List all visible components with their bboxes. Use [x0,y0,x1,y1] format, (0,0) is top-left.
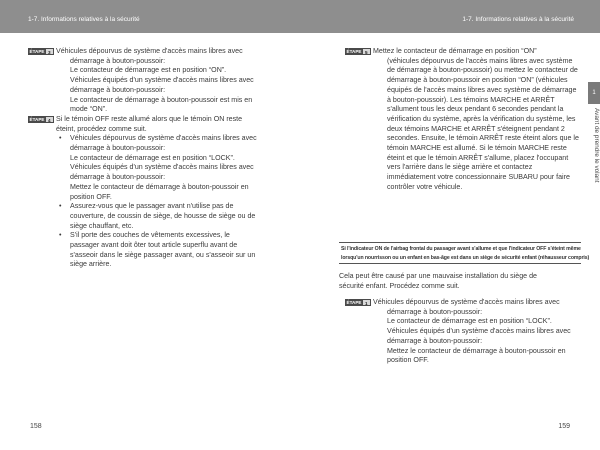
page-number-right: 159 [558,423,570,430]
step-text: Mettez le contacteur de démarrage à bouton-poussoir en [387,346,566,355]
list-item: • Véhicules dépourvus de système d'accès mains libres avec démarrage à bouton-poussoir: Le contacteur de démarrage est en position “LOCK”. Véhicules équipés d'un système d'accès mains libres avec démarrage à bouton-poussoir: Mettez le contacteur de démarrage à bouton-poussoir en position OFF. [59,134,257,201]
header-title-left: 1-7. Informations relatives à la sécurité [28,16,140,23]
step-text: s'allument tous les deux pendant 6 secondes pendant la [387,105,564,114]
step-text: Véhicules dépourvus de système d'accès mains libres avec [56,47,243,55]
step-text: mode “ON”. [70,105,108,114]
step-text: éteint, procédez comme suit. [56,124,147,133]
step-text: contrôler votre véhicule. [387,182,463,191]
step-5 [339,47,581,193]
note-heading: Si l'indicateur ON de l'airbag frontal du passager avant s'allume et que l'indicateur OFF s'éteint même lorsqu'un nourrisson ou un enfant en bas-âge est dans un siège de sécurité enfant (réhausseur compris) [339,242,581,264]
step-text: immédiatement votre concessionnaire SUBARU pour faire [387,173,570,182]
step-text: secondes. Ensuite, le témoin ARRÊT reste éteint alors que le [387,134,579,143]
list-item: • S'il porte des couches de vêtements excessives, le passager avant doit ôter tout article superflu avant de s'asseoir dans le siège passager avant, ou s'asseoir sur un siège arrière. [59,231,256,269]
step-1 [339,298,581,366]
step-text: Mettez le contacteur de démarrage en position “ON” [373,47,537,55]
step-text: Le contacteur de démarrage est en position “ON”. [70,66,227,75]
chapter-tab: 1 [588,82,600,104]
step-text: Véhicules équipés d'un système d'accès mains libres avec [387,327,571,336]
page-number-left: 158 [30,423,42,430]
step-text: Le contacteur de démarrage à bouton-poussoir est mis en [70,95,253,104]
step-text: démarrage à bouton-poussoir: [387,336,483,345]
step-text: Le contacteur de démarrage est en position “LOCK”. [387,317,552,326]
page-header [0,0,600,33]
step-badge: ÉTAPE 5 [345,48,371,55]
list-item: • Assurez-vous que le passager avant n'utilise pas de couverture, de coussin de siège, de housse de siège ou de siège chauffant, etc. [59,202,256,230]
step-text: témoin MARCHE est allumé. Si le témoin MARCHE reste [387,144,567,153]
step-text: démarrage à bouton-poussoir: [70,56,166,65]
chapter-label: Avant de prendre le volant [593,108,600,183]
right-step-1-wrapper [339,298,581,366]
header-title-right: 1-7. Informations relatives à la sécurité [462,16,574,23]
step-text: Si le témoin OFF reste allumé alors que le témoin ON reste [56,114,243,123]
step-text: position OFF. [387,356,429,365]
step-text: vers l'arrière dans le siège arrière et contactez [387,163,533,172]
step-text: Véhicules équipés d'un système d'accès mains libres avec [70,76,254,85]
step-4 [22,115,274,270]
step-badge: ÉTAPE 1 [345,299,371,306]
bullet-icon: • [59,231,62,240]
step-text: de démarrage à bouton-poussoir) ou mettez le contacteur de [387,66,578,75]
step-text: éteint et que le témoin ARRÊT s'allume, placez l'occupant [387,153,569,162]
step-text: (véhicules dépourvus de l'accès mains libres avec système [387,56,573,65]
step-text: deux témoins MARCHE et ARRÊT s'éteignent pendant 2 [387,124,565,133]
step-text: démarrage à bouton-poussoir: [70,85,166,94]
right-column [339,47,581,193]
step-text: démarrage à bouton-poussoir: [387,307,483,316]
step-text: à bouton-poussoir). Les témoins MARCHE et ARRÊT [387,95,555,104]
cause-paragraph: Cela peut être causé par une mauvaise installation du siège de sécurité enfant. Procédez comme suit. [339,272,537,290]
step-text: vérification du système, après la vérification du système, les [387,114,576,123]
bullet-icon: • [59,134,62,143]
step-badge: ÉTAPE 4 [28,116,54,123]
bullet-icon: • [59,202,62,211]
step-3 [22,47,274,115]
left-column [22,47,274,270]
step-text: Véhicules dépourvus de système d'accès mains libres avec [373,298,560,306]
step-text: démarrage à bouton-poussoir en position “ON” (véhicules [387,76,568,85]
step-4-bullets [56,134,274,270]
step-badge: ÉTAPE 3 [28,48,54,55]
step-text: équipés de l'accès mains libres avec système de démarrage [387,85,577,94]
